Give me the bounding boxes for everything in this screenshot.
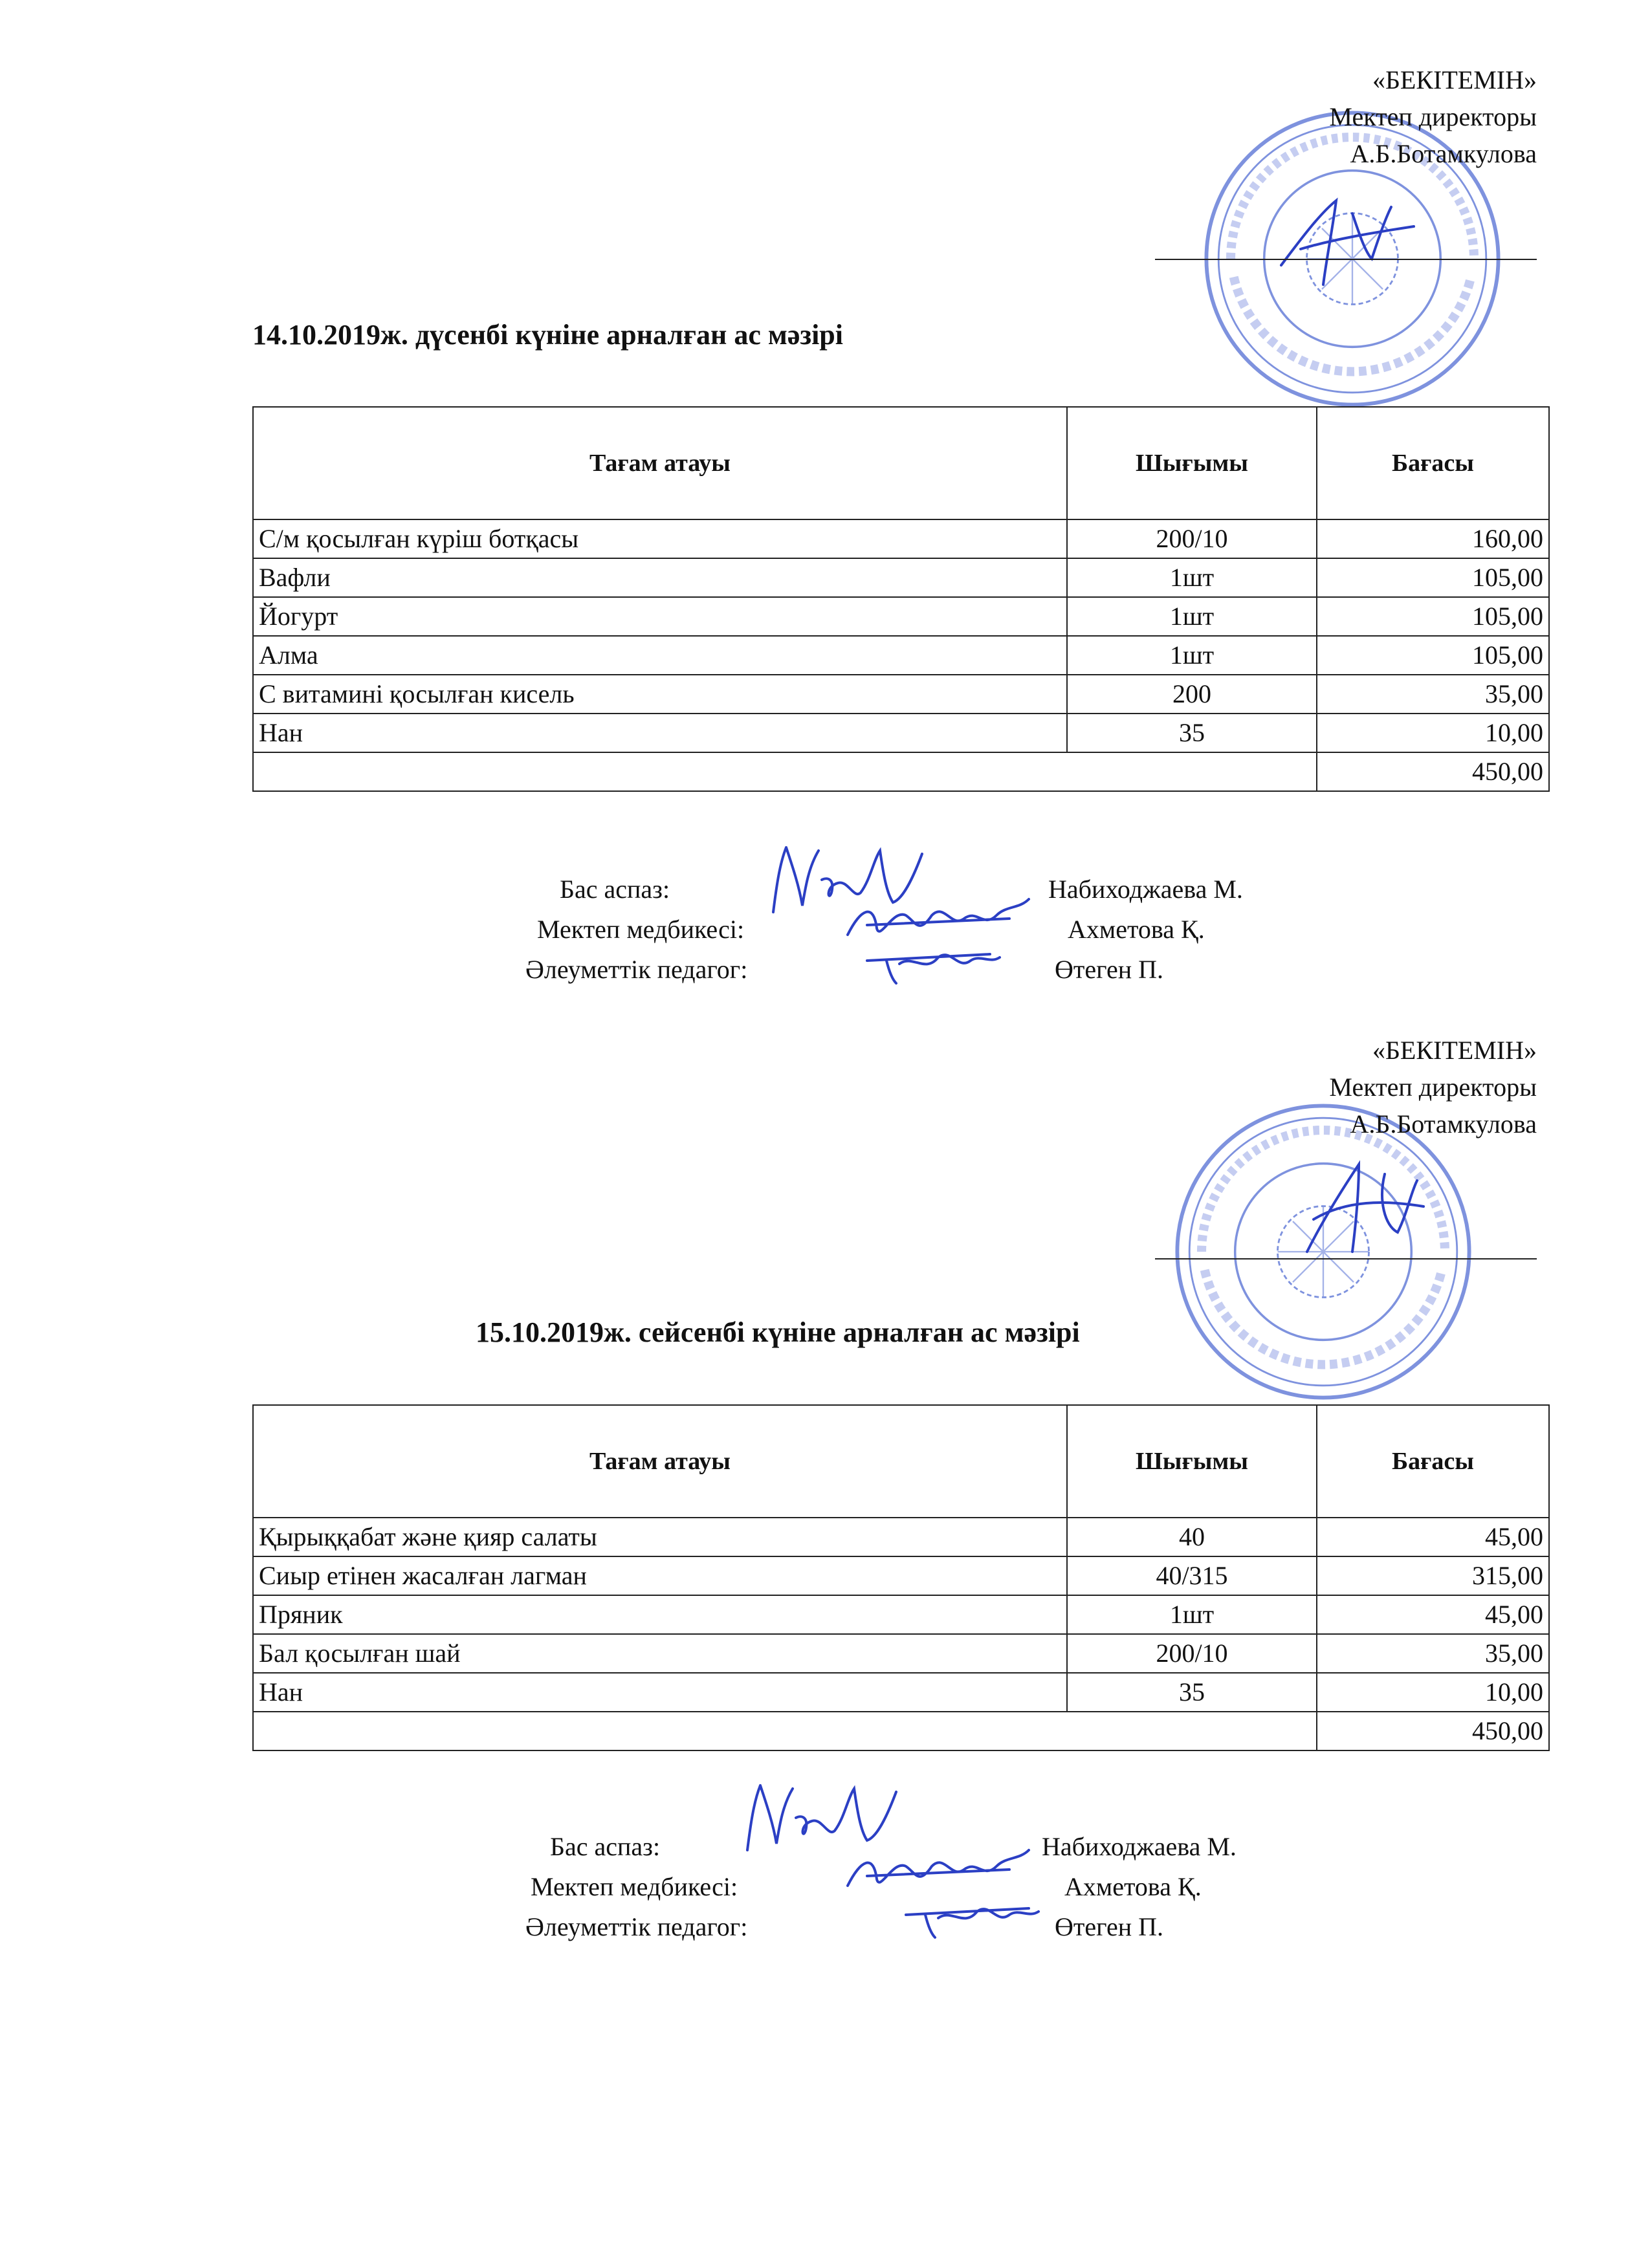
signature-role: Бас аспаз: xyxy=(550,1832,661,1861)
dish-price: 45,00 xyxy=(1317,1518,1549,1556)
dish-output: 35 xyxy=(1067,1673,1317,1712)
table-total-row xyxy=(253,752,1549,791)
dish-output: 1шт xyxy=(1067,1595,1317,1634)
menu-table xyxy=(252,406,1550,792)
table-header-row xyxy=(253,407,1549,519)
menu-section xyxy=(0,0,1650,984)
dish-price: 35,00 xyxy=(1317,675,1549,714)
signature-name: Набиходжаева М. xyxy=(1042,1832,1237,1861)
dish-name: Вафли xyxy=(253,558,1067,597)
table-row xyxy=(253,558,1549,597)
menu-section xyxy=(0,993,1650,1963)
menu-title: 14.10.2019ж. дүсенбі күніне арналған ас мәзірі xyxy=(252,319,843,351)
approval-signature-line xyxy=(1155,259,1537,260)
table-row xyxy=(253,1595,1549,1634)
table-header-row xyxy=(253,1405,1549,1518)
dish-name: Нан xyxy=(253,1673,1067,1712)
signature-name: Набиходжаева М. xyxy=(1048,875,1243,904)
dish-price: 105,00 xyxy=(1317,636,1549,675)
dish-output: 200/10 xyxy=(1067,1634,1317,1673)
approval-heading: «БЕКІТЕМІН» xyxy=(1372,65,1537,94)
total-label-cell xyxy=(253,752,1317,791)
table-row xyxy=(253,519,1549,558)
signature-name: Ахметова Қ. xyxy=(1064,1872,1202,1901)
header-price: Бағасы xyxy=(1317,407,1549,519)
table-row xyxy=(253,636,1549,675)
signature-row-pedagogue xyxy=(525,1908,747,1946)
signature-name-pedagogue xyxy=(1055,1908,1163,1946)
dish-output: 1шт xyxy=(1067,558,1317,597)
dish-price: 35,00 xyxy=(1317,1634,1549,1673)
dish-price: 160,00 xyxy=(1317,519,1549,558)
total-price: 450,00 xyxy=(1317,1712,1549,1750)
signature-row-chef xyxy=(560,870,670,909)
signature-role: Мектеп медбикесі: xyxy=(537,915,745,944)
table-row xyxy=(253,714,1549,752)
pedagogue-signature xyxy=(899,1889,1055,1941)
header-dish-name: Тағам атауы xyxy=(253,407,1067,519)
signature-role: Әлеуметтік педагог: xyxy=(525,1912,748,1941)
dish-output: 1шт xyxy=(1067,636,1317,675)
dish-price: 105,00 xyxy=(1317,558,1549,597)
signature-name-pedagogue xyxy=(1055,950,1163,989)
approval-name: А.Б.Ботамкулова xyxy=(1350,139,1537,168)
dish-output: 40 xyxy=(1067,1518,1317,1556)
table-row xyxy=(253,675,1549,714)
dish-price: 10,00 xyxy=(1317,714,1549,752)
menu-table xyxy=(252,1404,1550,1751)
dish-name: Пряник xyxy=(253,1595,1067,1634)
approval-role: Мектеп директоры xyxy=(1329,1073,1537,1102)
dish-price: 315,00 xyxy=(1317,1556,1549,1595)
signature-row-nurse xyxy=(537,910,744,949)
dish-name: Қырыққабат және қияр салаты xyxy=(253,1518,1067,1556)
total-label-cell xyxy=(253,1712,1317,1750)
signature-row-chef xyxy=(550,1827,660,1866)
signature-name: Өтеген П. xyxy=(1055,1912,1164,1941)
signature-name-nurse xyxy=(1064,1868,1202,1906)
dish-name: Бал қосылған шай xyxy=(253,1634,1067,1673)
approval-block xyxy=(1329,1032,1537,1142)
dish-output: 35 xyxy=(1067,714,1317,752)
approval-name: А.Б.Ботамкулова xyxy=(1350,1109,1537,1139)
table-row xyxy=(253,1518,1549,1556)
signature-name: Ахметова Қ. xyxy=(1068,915,1205,944)
dish-name: Нан xyxy=(253,714,1067,752)
signature-name: Өтеген П. xyxy=(1055,955,1164,984)
signature-row-pedagogue xyxy=(525,950,747,989)
signature-role: Бас аспаз: xyxy=(560,875,670,904)
approval-signature-line xyxy=(1155,1258,1537,1259)
table-total-row xyxy=(253,1712,1549,1750)
approval-role: Мектеп директоры xyxy=(1329,102,1537,131)
signature-name-nurse xyxy=(1068,910,1205,949)
director-signature xyxy=(1288,1155,1436,1258)
dish-output: 40/315 xyxy=(1067,1556,1317,1595)
table-row xyxy=(253,1673,1549,1712)
dish-name: С/м қосылған күріш ботқасы xyxy=(253,519,1067,558)
dish-name: Алма xyxy=(253,636,1067,675)
signature-name-chef xyxy=(1048,870,1243,909)
approval-block xyxy=(1329,61,1537,172)
header-price: Бағасы xyxy=(1317,1405,1549,1518)
header-output: Шығымы xyxy=(1067,1405,1317,1518)
header-output: Шығымы xyxy=(1067,407,1317,519)
signature-name-chef xyxy=(1042,1827,1237,1866)
dish-price: 105,00 xyxy=(1317,597,1549,636)
signature-role: Мектеп медбикесі: xyxy=(531,1872,738,1901)
dish-price: 45,00 xyxy=(1317,1595,1549,1634)
table-row xyxy=(253,597,1549,636)
pedagogue-signature xyxy=(861,935,1016,987)
menu-title: 15.10.2019ж. сейсенбі күніне арналған ас мәзірі xyxy=(476,1316,1080,1348)
total-price: 450,00 xyxy=(1317,752,1549,791)
dish-output: 200/10 xyxy=(1067,519,1317,558)
dish-price: 10,00 xyxy=(1317,1673,1549,1712)
dish-name: Сиыр етінен жасалған лагман xyxy=(253,1556,1067,1595)
table-row xyxy=(253,1556,1549,1595)
dish-output: 200 xyxy=(1067,675,1317,714)
table-row xyxy=(253,1634,1549,1673)
director-signature xyxy=(1275,188,1424,291)
signature-row-nurse xyxy=(531,1868,738,1906)
dish-output: 1шт xyxy=(1067,597,1317,636)
dish-name: С витамині қосылған кисель xyxy=(253,675,1067,714)
dish-name: Йогурт xyxy=(253,597,1067,636)
signature-role: Әлеуметтік педагог: xyxy=(525,955,748,984)
header-dish-name: Тағам атауы xyxy=(253,1405,1067,1518)
approval-heading: «БЕКІТЕМІН» xyxy=(1372,1036,1537,1065)
